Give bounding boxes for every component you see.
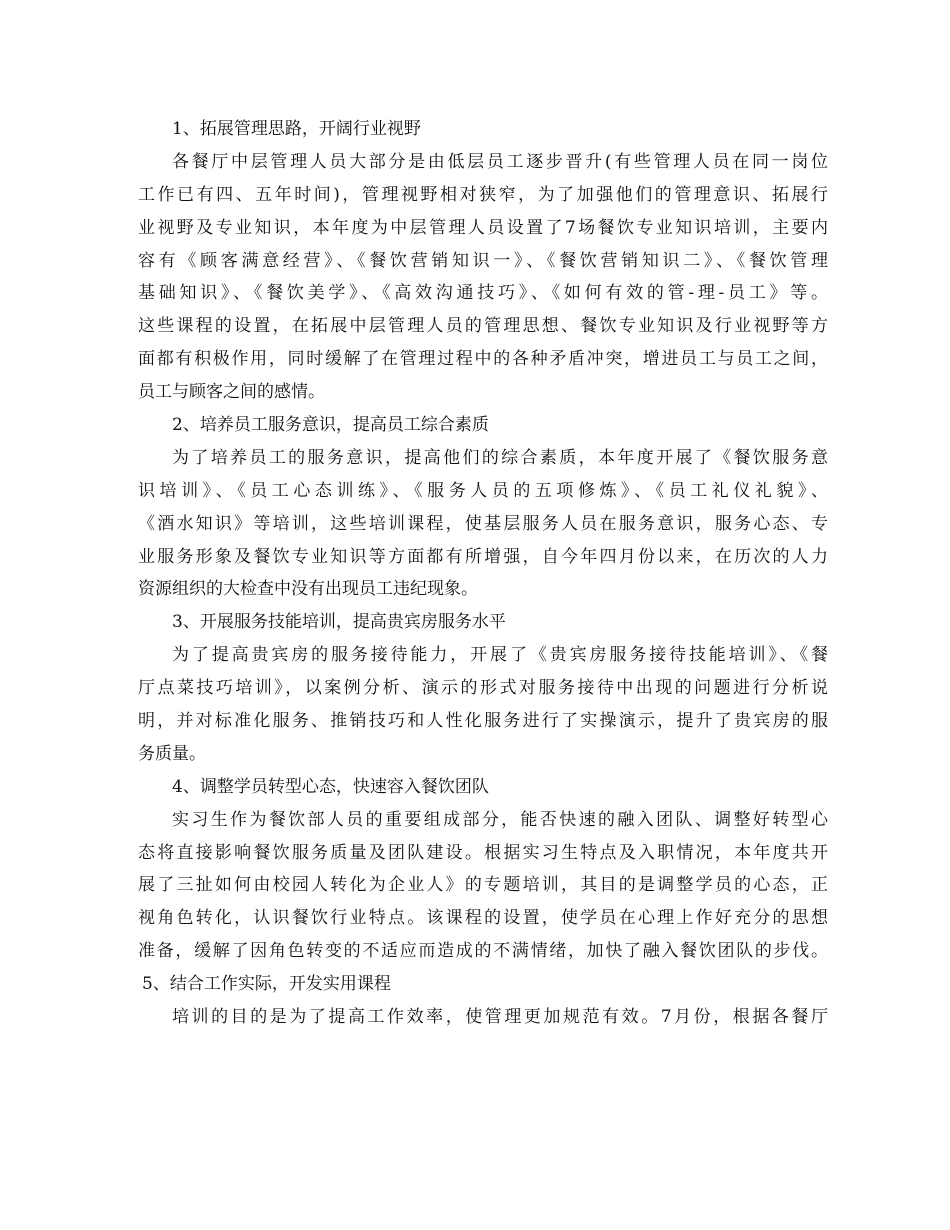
section-heading-4: 4、调整学员转型心态，快速容入餐饮团队 [172,776,489,797]
paragraph-line: 为了提高贵宾房的服务接待能力，开展了《贵宾房服务接待技能培训》、《餐 [172,645,828,666]
paragraph-line: 明，并对标准化服务、推销技巧和人性化服务进行了实操演示，提升了贵宾房的服 [138,711,828,732]
section-heading-2: 2、培养员工服务意识，提高员工综合素质 [172,415,489,436]
paragraph-line: 各餐厅中层管理人员大部分是由低层员工逐步晋升(有些管理人员在同一岗位 [172,151,828,172]
paragraph-line: 资源组织的大检查中没有出现员工违纪现象。 [138,579,478,600]
paragraph-line: 业视野及专业知识，本年度为中层管理人员设置了7场餐饮专业知识培训，主要内 [138,217,828,238]
paragraph-line: 面都有积极作用，同时缓解了在管理过程中的各种矛盾冲突，增进员工与员工之间， [138,349,828,370]
paragraph-line: 为了培养员工的服务意识，提高他们的综合素质，本年度开展了《餐饮服务意 [172,447,828,468]
paragraph-line: 员工与顾客之间的感情。 [138,382,325,403]
section-heading-5: 5、结合工作实际，开发实用课程 [142,974,391,995]
paragraph-line: 准备，缓解了因角色转变的不适应而造成的不满情绪，加快了融入餐饮团队的步伐。 [138,941,828,962]
paragraph-line: 厅点菜技巧培训》，以案例分析、演示的形式对服务接待中出现的问题进行分析说 [138,678,828,699]
paragraph-line: 培训的目的是为了提高工作效率，使管理更加规范有效。7月份，根据各餐厅 [172,1007,828,1028]
paragraph-line: 基础知识》、《餐饮美学》、《高效沟通技巧》、《如何有效的管-理-员工》等。 [138,283,828,304]
paragraph-line: 识培训》、《员工心态训练》、《服务人员的五项修炼》、《员工礼仪礼貌》、 [138,480,828,501]
paragraph-line: 务质量。 [138,743,206,764]
paragraph-line: 《酒水知识》等培训，这些培训课程，使基层服务人员在服务意识，服务心态、专 [138,513,828,534]
paragraph-line: 工作已有四、五年时间)，管理视野相对狭窄，为了加强他们的管理意识、拓展行 [138,184,828,205]
paragraph-line: 实习生作为餐饮部人员的重要组成部分，能否快速的融入团队、调整好转型心 [172,809,828,830]
paragraph-line: 这些课程的设置，在拓展中层管理人员的管理思想、餐饮专业知识及行业视野等方 [138,316,828,337]
paragraph-line: 展了三扯如何由校园人转化为企业人》的专题培训，其目的是调整学员的心态，正 [138,875,828,896]
paragraph-line: 态将直接影响餐饮服务质量及团队建设。根据实习生特点及入职情况，本年度共开 [138,842,828,863]
section-heading-1: 1、拓展管理思路，开阔行业视野 [172,119,421,139]
document-body [138,113,828,1034]
paragraph-line: 视角色转化，认识餐饮行业特点。该课程的设置，使学员在心理上作好充分的思想 [138,908,828,929]
paragraph-line: 容有《顾客满意经营》、《餐饮营销知识一》、《餐饮营销知识二》、《餐饮管理 [138,250,828,271]
section-heading-3: 3、开展服务技能培训，提高贵宾房服务水平 [172,612,506,633]
paragraph-line: 业服务形象及餐饮专业知识等方面都有所增强，自今年四月份以来，在历次的人力 [138,546,828,567]
